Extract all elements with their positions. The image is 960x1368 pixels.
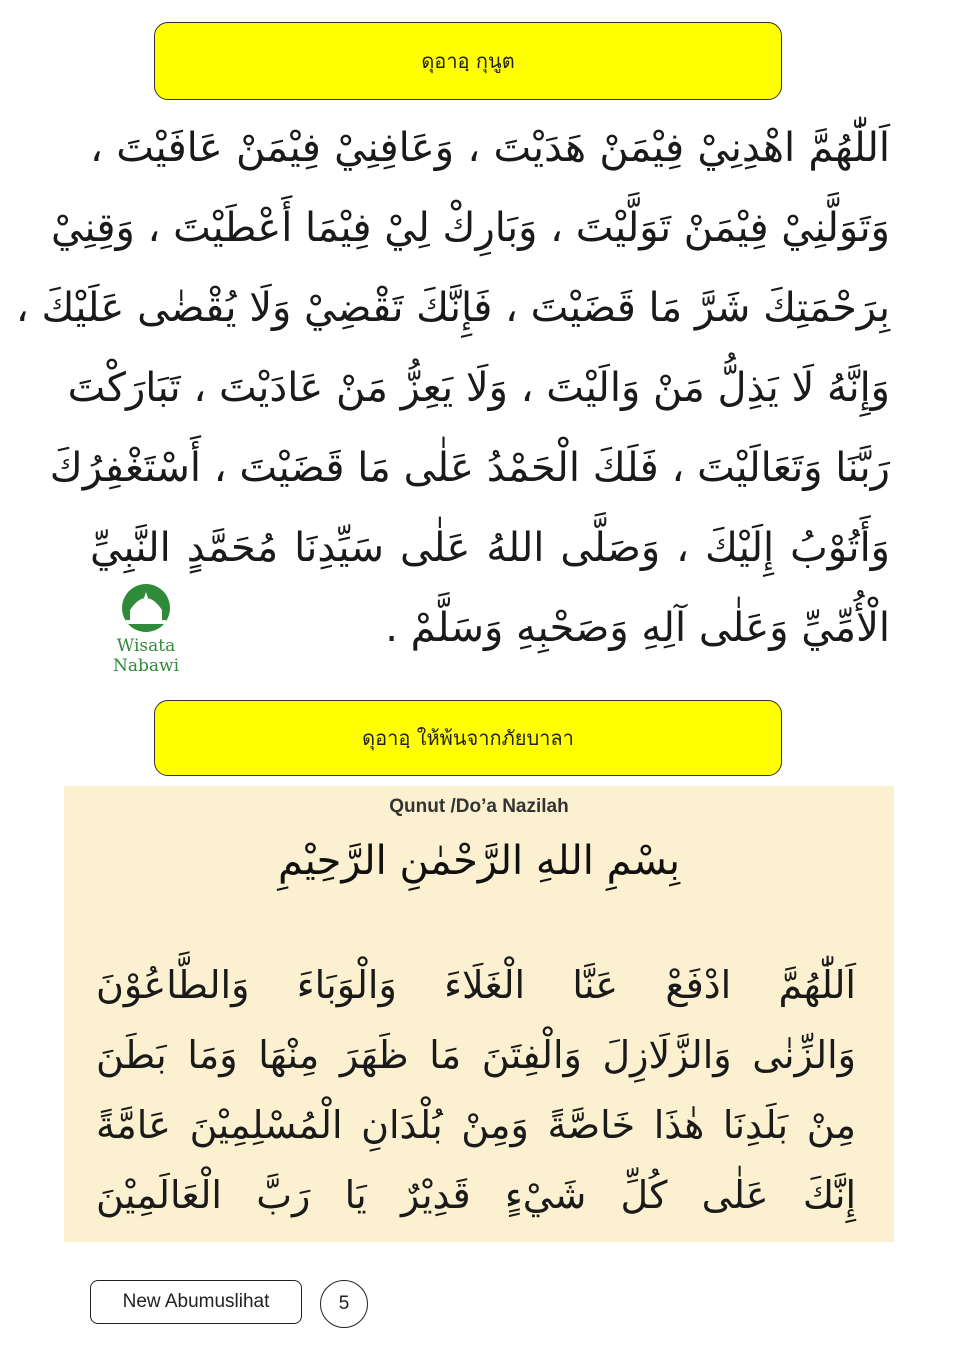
qunut-line: بِرَحْمَتِكَ شَرَّ مَا قَضَيْتَ ، فَإِنَّكَ تَقْضِيْ وَلَا يُقْضٰى عَلَيْكَ ،: [15, 285, 890, 331]
nazilah-line: إِنَّكَ عَلٰى كُلِّ شَيْءٍ قَدِيْرٌ يَا رَبَّ الْعَالَمِيْنَ: [96, 1173, 856, 1217]
nazilah-arabic-text: [96, 950, 856, 1230]
nazilah-line: اَللّٰهُمَّ ادْفَعْ عَنَّا الْغَلَاءَ وَالْوَبَاءَ وَالطَّاعُوْنَ: [96, 963, 856, 1007]
footer-label-text: New Abumuslihat: [122, 1291, 270, 1312]
footer-label: [90, 1280, 302, 1324]
mosque-logo-icon: [86, 580, 206, 636]
qunut-line: الْأُمِّيِّ وَعَلٰى آلِهِ وَصَحْبِهِ وَسَلَّمْ .: [385, 605, 890, 651]
section-title-nazilah: [154, 700, 782, 776]
page-number-text: 5: [338, 1293, 350, 1314]
qunut-line: اَللّٰهُمَّ اهْدِنِيْ فِيْمَنْ هَدَيْتَ ، وَعَافِنِيْ فِيْمَنْ عَافَيْتَ ،: [90, 125, 890, 171]
nazilah-line: وَالزِّنٰى وَالزَّلَازِلَ وَالْفِتَنَ مَا ظَهَرَ مِنْهَا وَمَا بَطَنَ: [96, 1033, 856, 1077]
qunut-line: رَبَّنَا وَتَعَالَيْتَ ، فَلَكَ الْحَمْدُ عَلٰى مَا قَضَيْتَ ، أَسْتَغْفِرُكَ: [49, 445, 890, 491]
section-title-qunut: [154, 22, 782, 100]
section-title-qunut-text: ดุอาอฺ กุนูต: [421, 49, 515, 73]
basmala: بِسْمِ اللهِ الرَّحْمٰنِ الرَّحِيْمِ: [277, 838, 681, 884]
qunut-line: وَأَتُوْبُ إِلَيْكَ ، وَصَلَّى اللهُ عَلٰى سَيِّدِنَا مُحَمَّدٍ النَّبِيِّ: [90, 525, 890, 571]
nazilah-header: Qunut /Do’a Nazilah: [389, 796, 569, 817]
nazilah-line: مِنْ بَلَدِنَا هٰذَا خَاصَّةً وَمِنْ بُلْدَانِ الْمُسْلِمِيْنَ عَامَّةً: [96, 1103, 856, 1147]
qunut-arabic-text: [15, 108, 890, 668]
section-title-nazilah-text: ดุอาอฺ ให้พ้นจากภัยบาลา: [362, 726, 574, 750]
logo-text: Wisata Nabawi: [112, 636, 180, 676]
page-number: [320, 1280, 368, 1328]
qunut-line: وَتَوَلَّنِيْ فِيْمَنْ تَوَلَّيْتَ ، وَبَارِكْ لِيْ فِيْمَا أَعْطَيْتَ ، وَقِنِيْ: [50, 205, 890, 251]
qunut-line: وَإِنَّهُ لَا يَذِلُّ مَنْ وَالَيْتَ ، وَلَا يَعِزُّ مَنْ عَادَيْتَ ، تَبَارَكْتَ: [67, 365, 890, 411]
wisata-nabawi-logo: [86, 580, 206, 676]
